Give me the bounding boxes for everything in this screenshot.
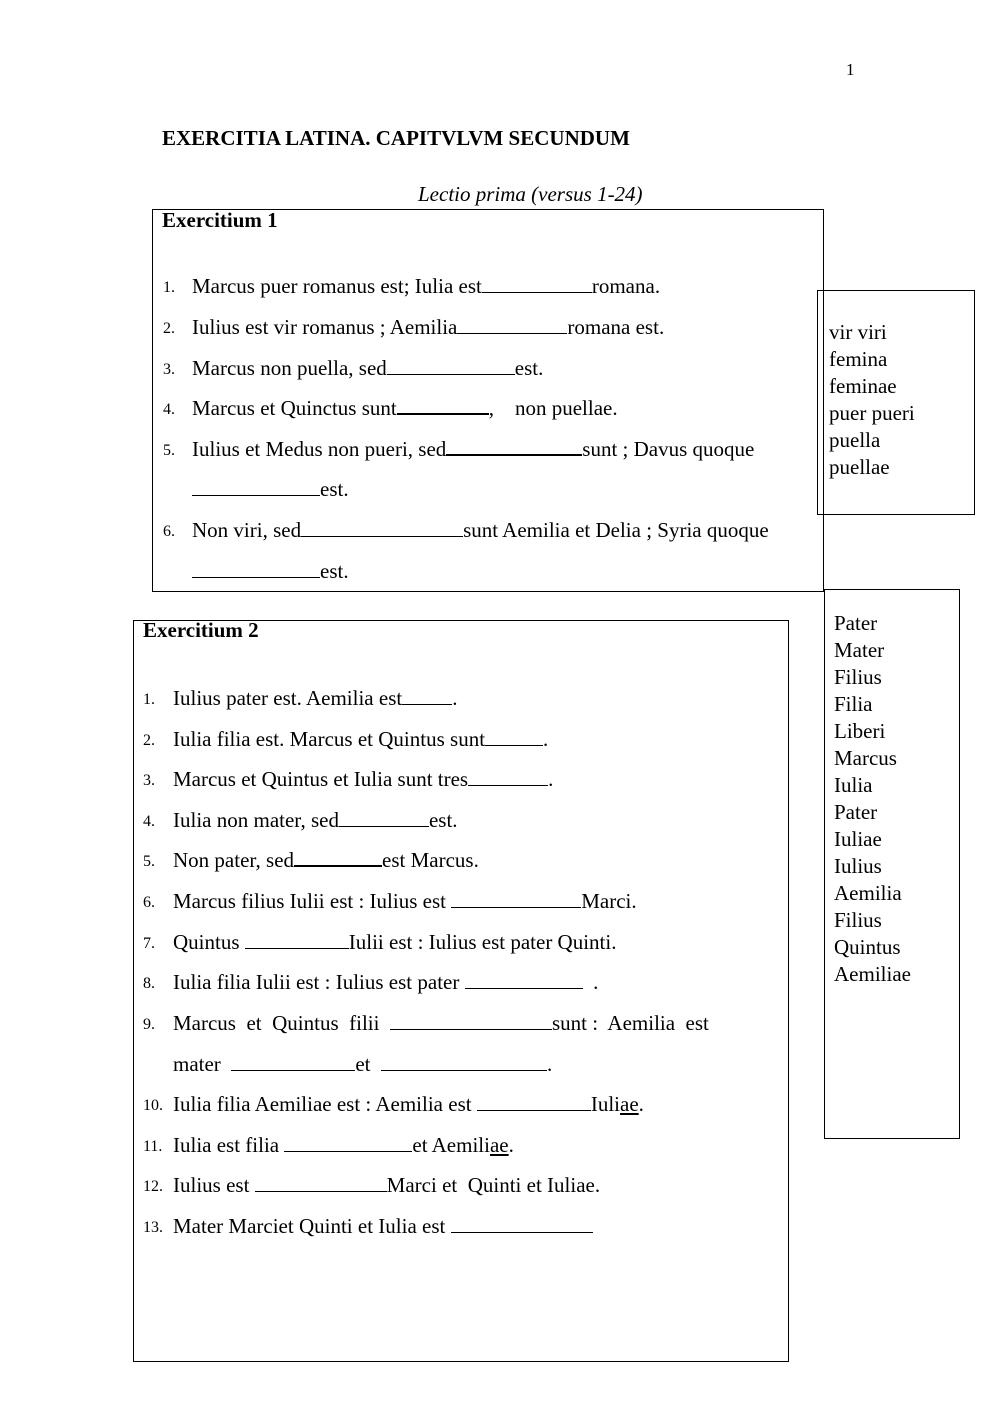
item-number: 4. [143, 813, 155, 830]
answer-blank[interactable] [451, 889, 581, 908]
item-number: 3. [143, 772, 155, 789]
exercise-2-item-9: Marcus et Quintus filii sunt : Aemilia est [173, 1011, 709, 1035]
word-bank-word: puer pueri [829, 401, 915, 425]
item-number: 2. [143, 732, 155, 749]
item-number: 5. [163, 442, 175, 459]
page-title: EXERCITIA LATINA. CAPITVLVM SECUNDUM [162, 126, 630, 150]
item-number: 4. [163, 401, 175, 418]
word-bank-word: femina [829, 347, 888, 371]
word-bank-word: puella [829, 428, 881, 452]
answer-blank[interactable] [294, 847, 382, 867]
exercise-2-item-3: Marcus et Quintus et Iulia sunt tres . [173, 767, 554, 791]
exercise-1-heading: Exercitium 1 [162, 208, 278, 232]
exercise-2-item-6: Marcus filius Iulii est : Iulius est Marci. [173, 889, 637, 913]
exercise-2-item-11: Iulia est filia et Aemiliae. [173, 1133, 514, 1157]
exercise-2-item-13: Mater Marciet Quinti et Iulia est [173, 1211, 593, 1241]
answer-blank[interactable] [387, 356, 515, 375]
answer-blank[interactable] [390, 1011, 552, 1030]
answer-blank[interactable] [192, 559, 320, 578]
word-bank-word: Liberi [834, 719, 886, 743]
word-bank-word: Marcus [834, 746, 897, 770]
exercise-2-item-5: Non pater, sed est Marcus. [173, 848, 479, 872]
word-bank-1 [817, 290, 975, 515]
exercise-1-item-5-continued: est. [192, 474, 349, 504]
answer-blank[interactable] [397, 395, 489, 415]
answer-blank[interactable] [284, 1133, 412, 1152]
exercise-1-item-5: Iulius et Medus non pueri, sed sunt ; Davus quoque [192, 437, 755, 461]
answer-blank[interactable] [477, 1092, 591, 1111]
item-number: 9. [143, 1016, 155, 1033]
item-number: 6. [163, 523, 175, 540]
exercise-1-item-6-continued: est. [192, 556, 349, 586]
word-bank-word: Iulia [834, 773, 873, 797]
word-bank-word: feminae [829, 374, 897, 398]
word-bank-word: vir viri [829, 320, 887, 344]
word-bank-2 [824, 589, 960, 1139]
item-number: 6. [143, 894, 155, 911]
word-bank-word: Mater [834, 638, 885, 662]
exercise-2-item-12: Iulius est Marci et Quinti et Iuliae. [173, 1173, 601, 1197]
exercise-2-item-7: Quintus Iulii est : Iulius est pater Quinti. [173, 930, 617, 954]
word-bank-word: Pater [834, 611, 878, 635]
word-bank-word: puellae [829, 455, 890, 479]
exercise-1-item-6: Non viri, sed sunt Aemilia et Delia ; Syria quoque [192, 518, 769, 542]
exercise-2-heading: Exercitium 2 [143, 618, 259, 642]
exercise-2-item-2: Iulia filia est. Marcus et Quintus sunt . [173, 727, 549, 751]
word-bank-word: Iuliae [834, 827, 882, 851]
word-bank-word: Aemiliae [834, 962, 911, 986]
answer-blank[interactable] [301, 518, 463, 537]
page-number: 1 [846, 60, 855, 79]
exercise-1-item-2: Iulius est vir romanus ; Aemilia romana est. [192, 315, 665, 339]
item-number: 2. [163, 320, 175, 337]
item-number: 7. [143, 935, 155, 952]
word-bank-word: Quintus [834, 935, 901, 959]
item-number: 3. [163, 361, 175, 378]
answer-blank[interactable] [339, 808, 429, 827]
item-number: 8. [143, 975, 155, 992]
word-bank-word: Filius [834, 665, 882, 689]
exercise-2-item-1: Iulius pater est. Aemilia est . [173, 686, 458, 710]
answer-blank[interactable] [446, 436, 582, 456]
item-number: 13. [143, 1219, 163, 1236]
exercise-2-item-4: Iulia non mater, sed est. [173, 808, 458, 832]
answer-blank[interactable] [457, 315, 567, 334]
item-number: 10. [143, 1097, 163, 1114]
answer-blank[interactable] [451, 1214, 593, 1233]
answer-blank[interactable] [465, 970, 583, 989]
exercise-1-item-3: Marcus non puella, sed est. [192, 356, 544, 380]
word-bank-word: Filius [834, 908, 882, 932]
item-number: 1. [163, 279, 175, 296]
answer-blank[interactable] [485, 727, 543, 746]
exercise-1-item-4: Marcus et Quinctus sunt , non puellae. [192, 396, 618, 420]
word-bank-word: Iulius [834, 854, 882, 878]
item-number: 11. [143, 1138, 163, 1155]
word-bank-word: Pater [834, 800, 878, 824]
answer-blank[interactable] [231, 1052, 355, 1071]
item-number: 12. [143, 1178, 163, 1195]
answer-blank[interactable] [381, 1052, 547, 1071]
answer-blank[interactable] [192, 477, 320, 496]
exercise-2-item-8: Iulia filia Iulii est : Iulius est pater . [173, 970, 599, 994]
answer-blank[interactable] [402, 686, 452, 705]
exercise-2-item-9-continued: mater et . [173, 1052, 553, 1076]
word-bank-word: Aemilia [834, 881, 902, 905]
answer-blank[interactable] [255, 1173, 387, 1192]
lesson-subtitle: Lectio prima (versus 1-24) [418, 182, 643, 206]
answer-blank[interactable] [482, 274, 592, 293]
answer-blank[interactable] [468, 767, 548, 786]
exercise-1-item-1: Marcus puer romanus est; Iulia est romana. [192, 274, 661, 298]
answer-blank[interactable] [245, 930, 349, 949]
exercise-2-item-10: Iulia filia Aemiliae est : Aemilia est Iuliae. [173, 1092, 644, 1116]
word-bank-word: Filia [834, 692, 873, 716]
item-number: 5. [143, 853, 155, 870]
item-number: 1. [143, 691, 155, 708]
